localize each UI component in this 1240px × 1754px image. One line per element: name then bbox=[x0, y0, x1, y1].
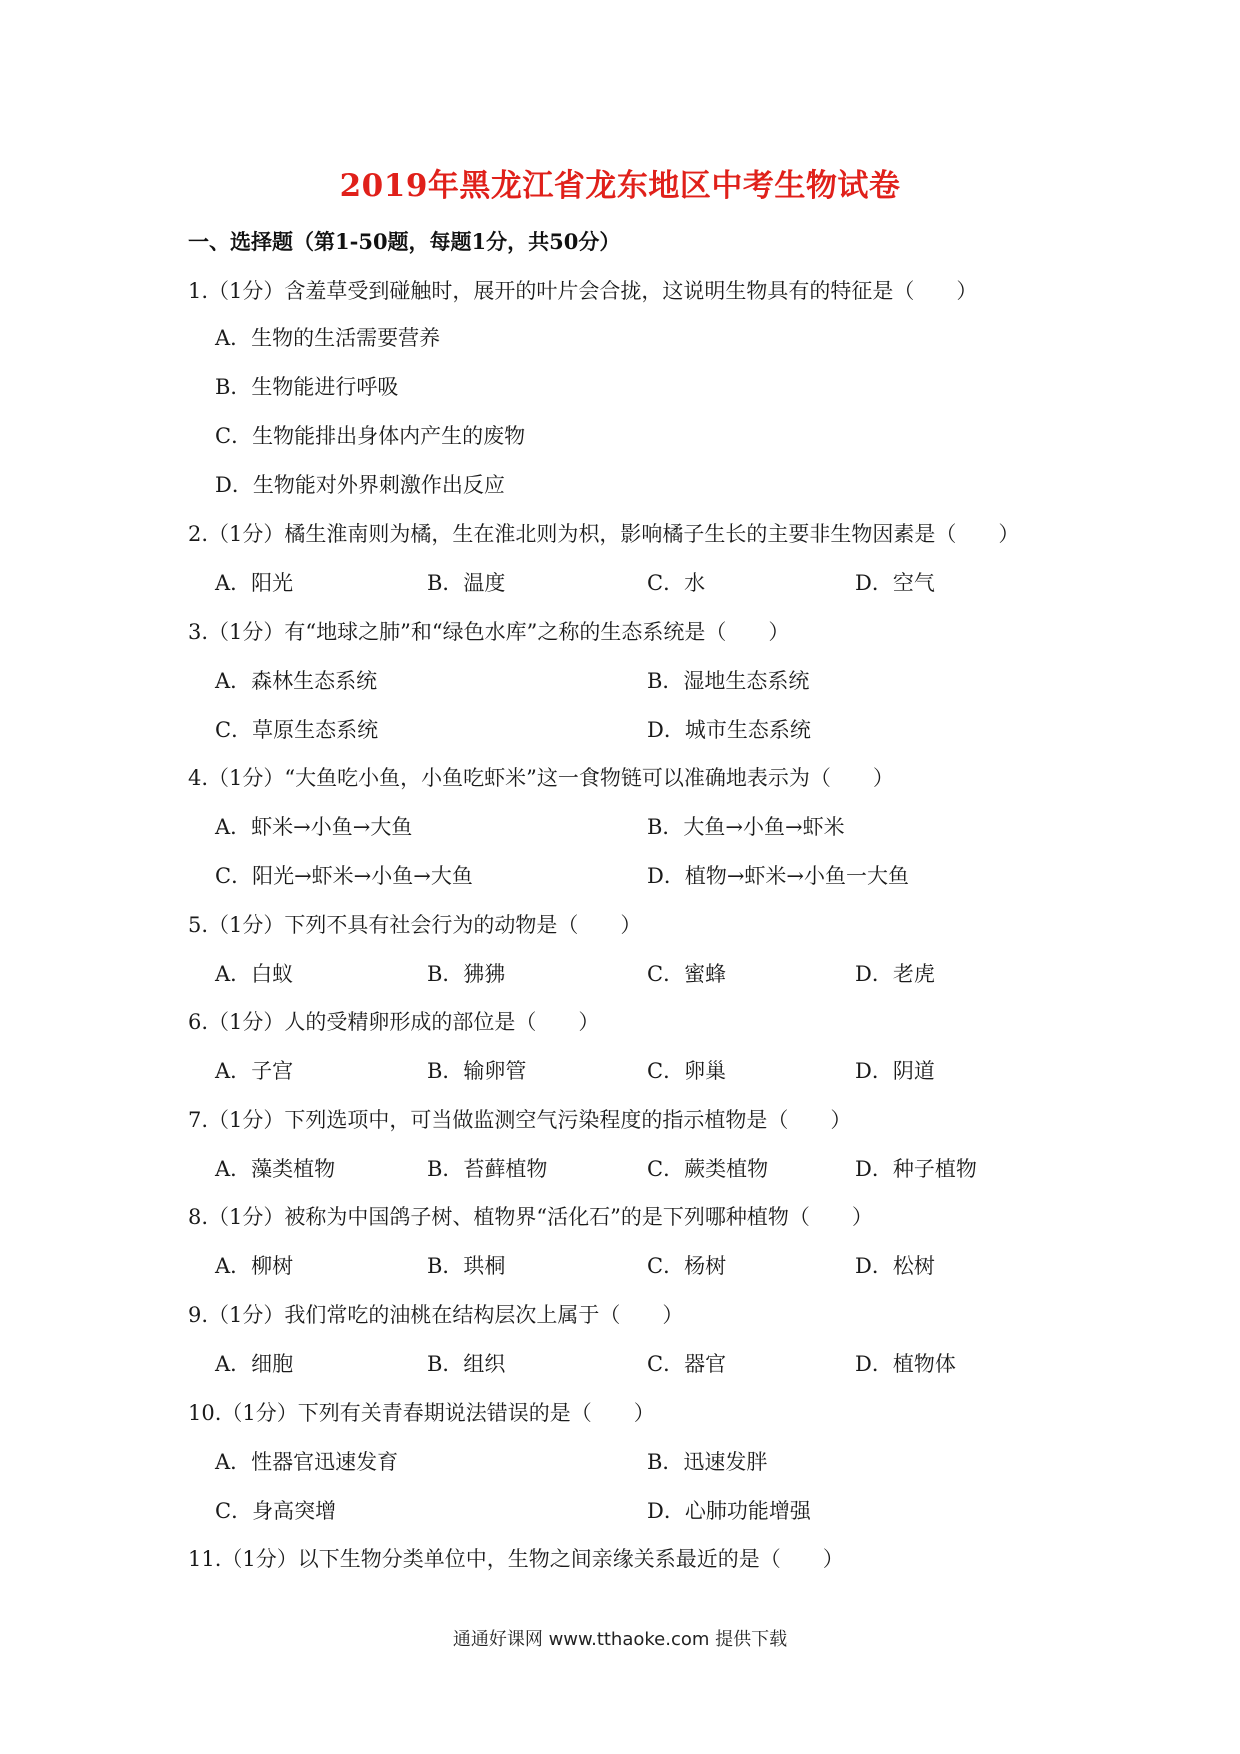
question-stem: 1.（1分）含羞草受到碰触时，展开的叶片会合拢，这说明生物具有的特征是（ ） bbox=[188, 279, 978, 303]
option-b: B．湿地生态系统 bbox=[647, 669, 810, 693]
option-c: C．蕨类植物 bbox=[647, 1157, 769, 1181]
question-stem: 3.（1分）有“地球之肺”和“绿色水库”之称的生态系统是（ ） bbox=[188, 620, 790, 644]
option-a: A．白蚁 bbox=[215, 962, 294, 986]
option-b: B．大鱼→小鱼→虾米 bbox=[647, 815, 845, 839]
section-heading: 一、选择题（第1-50题，每题1分，共50分） bbox=[188, 229, 621, 254]
question-stem: 10.（1分）下列有关青春期说法错误的是（ ） bbox=[188, 1401, 655, 1425]
footer-source: 通通好课网 www.tthaoke.com 提供下载 bbox=[452, 1629, 788, 1650]
option-a: A．性器官迅速发育 bbox=[215, 1450, 399, 1474]
option-a: A．阳光 bbox=[215, 571, 294, 595]
option-c: C．卵巢 bbox=[647, 1059, 727, 1083]
option-b: B．狒狒 bbox=[427, 962, 506, 986]
option-b: B．苔藓植物 bbox=[427, 1157, 548, 1181]
option-a: A．生物的生活需要营养 bbox=[215, 326, 441, 350]
option-c: C．器官 bbox=[647, 1352, 727, 1376]
option-b: B．组织 bbox=[427, 1352, 506, 1376]
question-stem: 8.（1分）被称为中国鸽子树、植物界“活化石”的是下列哪种植物（ ） bbox=[188, 1205, 873, 1229]
question-stem: 5.（1分）下列不具有社会行为的动物是（ ） bbox=[188, 913, 642, 937]
option-d: D．植物→虾米→小鱼一大鱼 bbox=[647, 864, 910, 888]
option-c: C．草原生态系统 bbox=[215, 718, 379, 742]
question-stem: 2.（1分）橘生淮南则为橘，生在淮北则为枳，影响橘子生长的主要非生物因素是（ ） bbox=[188, 522, 1020, 546]
option-d: D．心肺功能增强 bbox=[647, 1499, 811, 1523]
option-d: D．生物能对外界刺激作出反应 bbox=[215, 473, 505, 497]
page-title: 2019年黑龙江省龙东地区中考生物试卷 bbox=[339, 168, 901, 204]
question-stem: 4.（1分）“大鱼吃小鱼，小鱼吃虾米”这一食物链可以准确地表示为（ ） bbox=[188, 766, 894, 790]
option-a: A．森林生态系统 bbox=[215, 669, 378, 693]
option-b: B．迅速发胖 bbox=[647, 1450, 768, 1474]
option-b: B．珙桐 bbox=[427, 1254, 506, 1278]
question-stem: 9.（1分）我们常吃的油桃在结构层次上属于（ ） bbox=[188, 1303, 684, 1327]
question-stem: 11.（1分）以下生物分类单位中，生物之间亲缘关系最近的是（ ） bbox=[188, 1547, 844, 1571]
option-c: C．水 bbox=[647, 571, 706, 595]
option-d: D．植物体 bbox=[855, 1352, 956, 1376]
option-d: D．阴道 bbox=[855, 1059, 935, 1083]
option-c: C．生物能排出身体内产生的废物 bbox=[215, 424, 526, 448]
option-c: C．阳光→虾米→小鱼→大鱼 bbox=[215, 864, 473, 888]
option-d: D．老虎 bbox=[855, 962, 935, 986]
option-d: D．松树 bbox=[855, 1254, 935, 1278]
option-d: D．空气 bbox=[855, 571, 935, 595]
question-stem: 6.（1分）人的受精卵形成的部位是（ ） bbox=[188, 1010, 600, 1034]
option-c: C．杨树 bbox=[647, 1254, 727, 1278]
option-b: B．输卵管 bbox=[427, 1059, 527, 1083]
option-c: C．身高突增 bbox=[215, 1499, 337, 1523]
option-a: A．子宫 bbox=[215, 1059, 294, 1083]
option-a: A．藻类植物 bbox=[215, 1157, 336, 1181]
option-b: B．温度 bbox=[427, 571, 506, 595]
question-stem: 7.（1分）下列选项中，可当做监测空气污染程度的指示植物是（ ） bbox=[188, 1108, 852, 1132]
option-d: D．城市生态系统 bbox=[647, 718, 811, 742]
option-a: A．虾米→小鱼→大鱼 bbox=[215, 815, 413, 839]
option-b: B．生物能进行呼吸 bbox=[215, 375, 399, 399]
option-d: D．种子植物 bbox=[855, 1157, 977, 1181]
option-a: A．细胞 bbox=[215, 1352, 294, 1376]
option-c: C．蜜蜂 bbox=[647, 962, 727, 986]
option-a: A．柳树 bbox=[215, 1254, 294, 1278]
